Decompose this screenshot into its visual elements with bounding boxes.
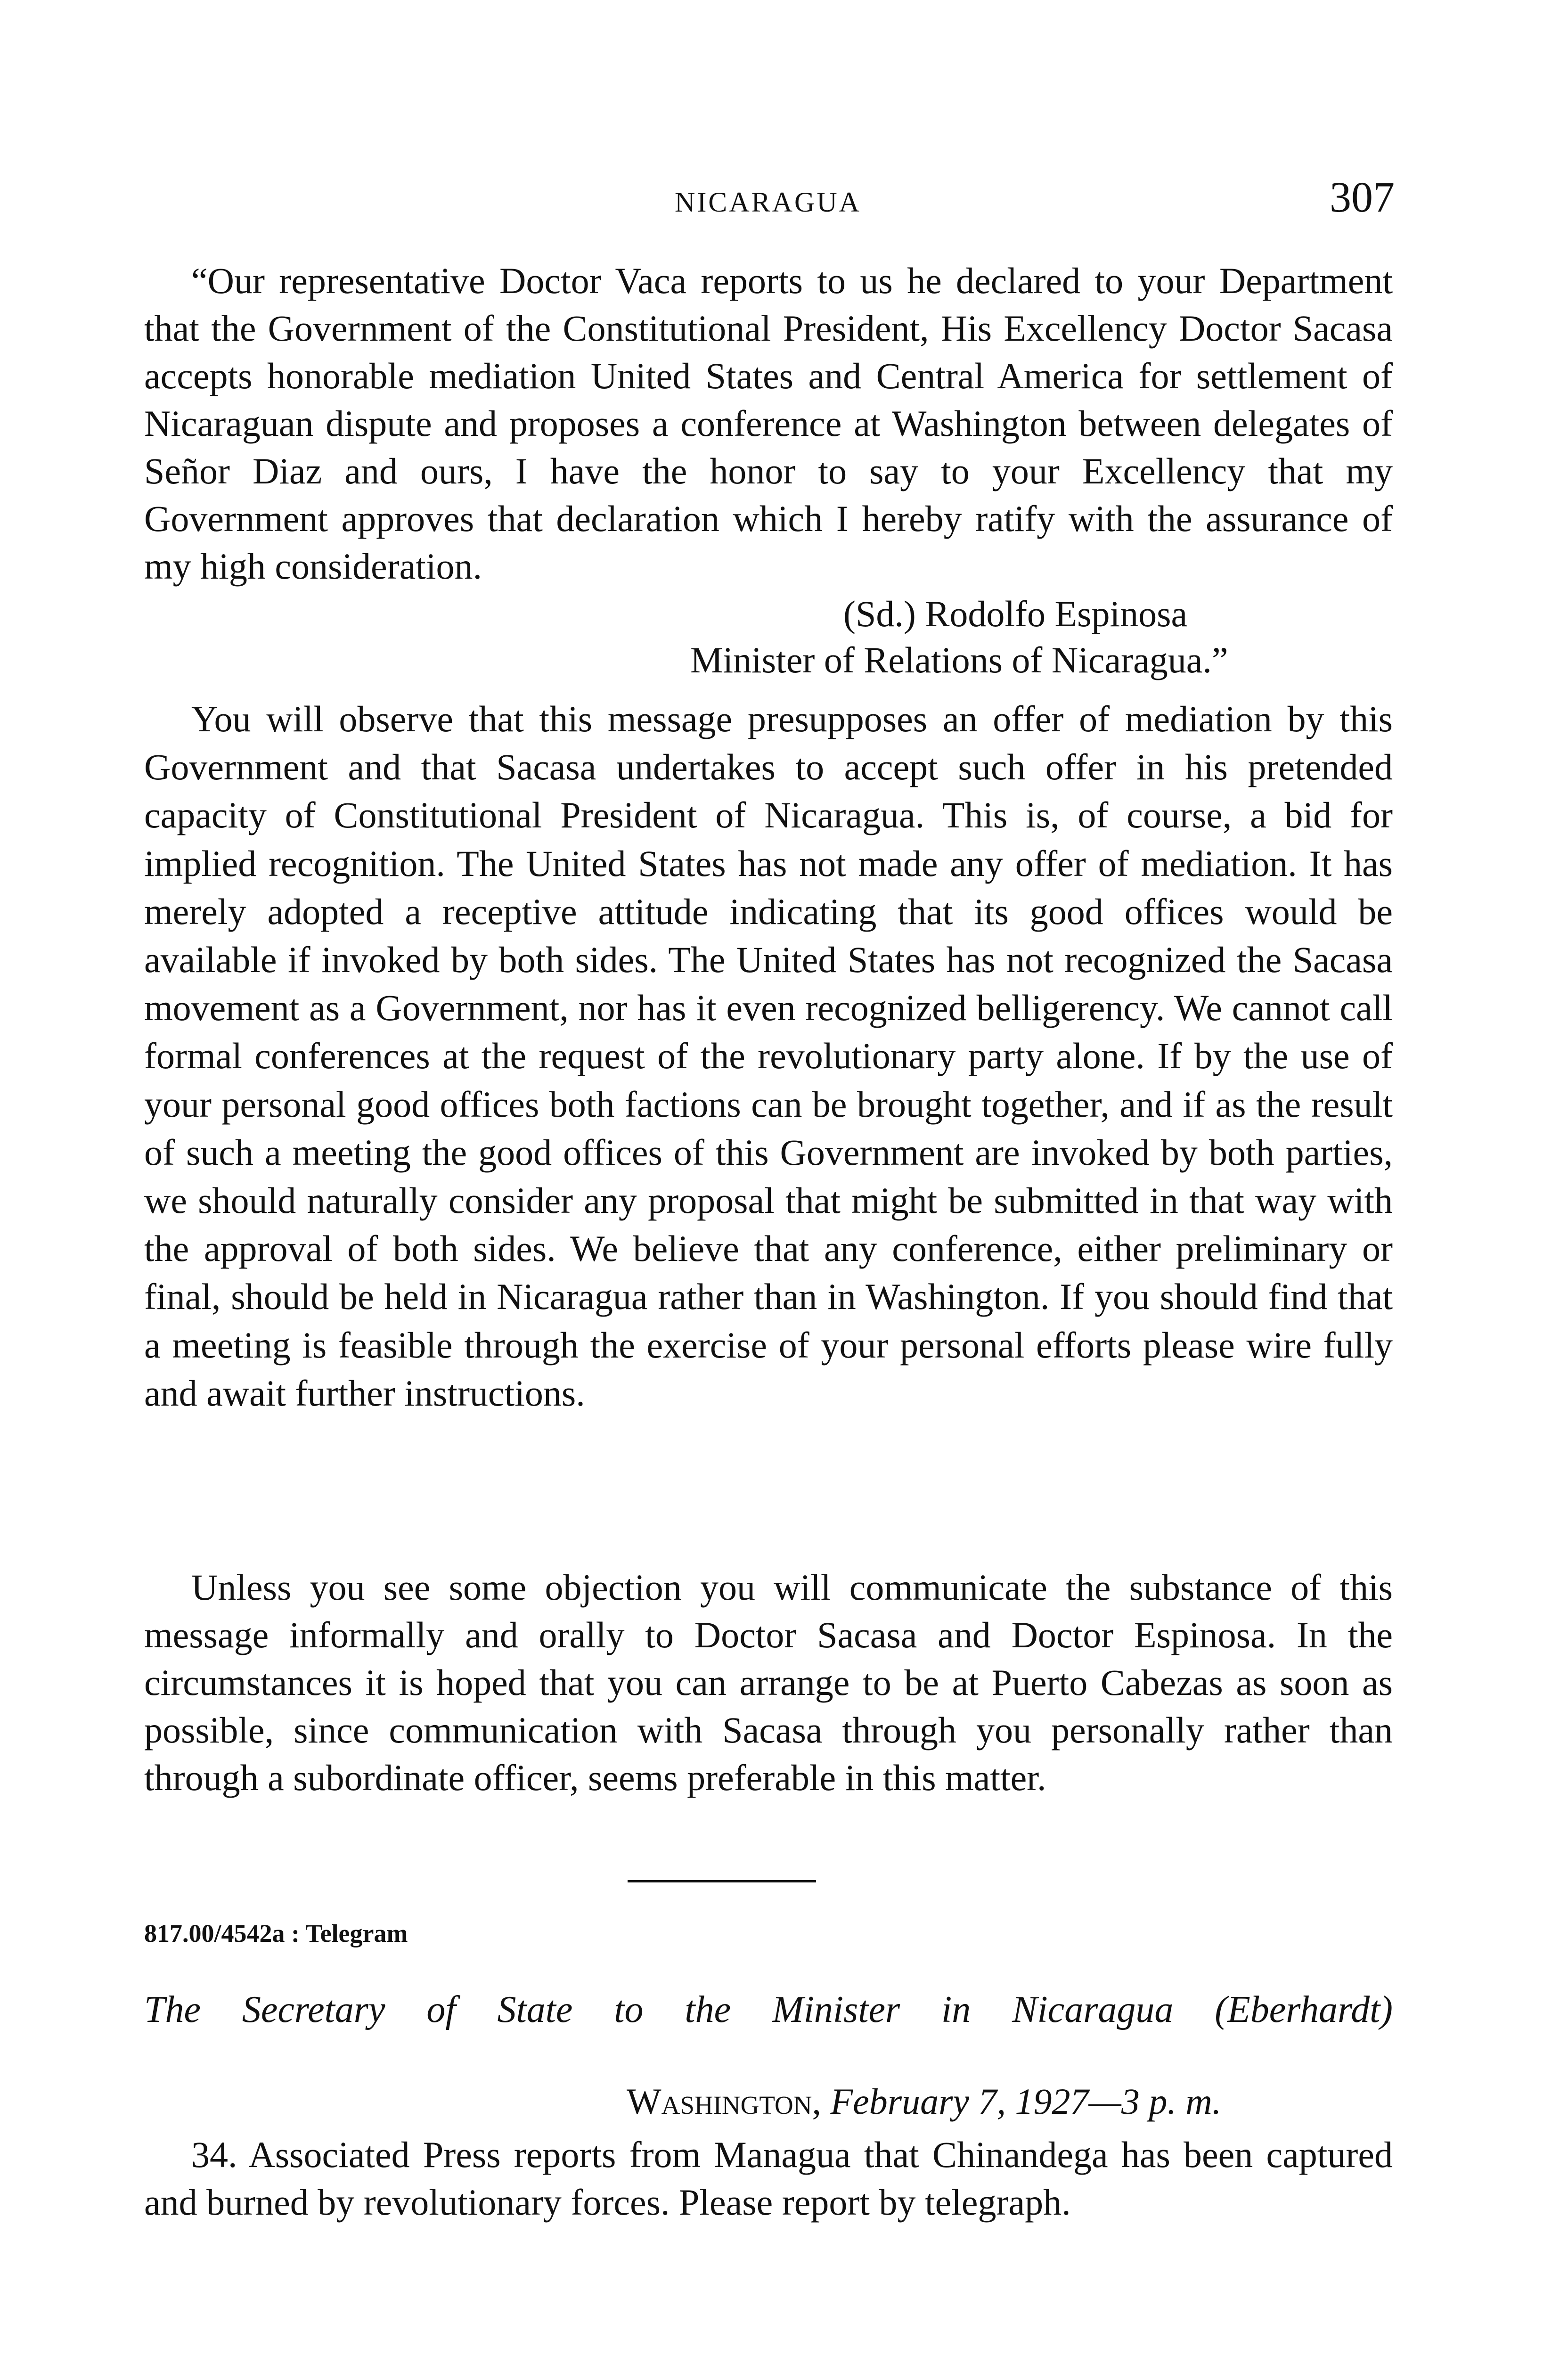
- body-paragraph-2: [144, 1563, 1393, 1801]
- quoted-message-text: “Our representative Doctor Vaca reports to us he declared to your Department that the Government of the Constitutional President, His Excellency Doctor Sacasa accepts honorable mediation United States and Central America for settlement of Nicaraguan dispute and proposes a conference at Washington between delegates of Señor Diaz and ours, I have the honor to say to your Excellency that my Government approves that declaration which I hereby ratify with the assurance of my high consideration.: [144, 260, 1393, 587]
- running-header: [141, 173, 1395, 229]
- document-heading: The Secretary of State to the Minister in Nicaragua (Eberhardt): [144, 1989, 1393, 2030]
- dateline-date: February 7, 1927—3 p. m.: [830, 2081, 1222, 2122]
- page-number: 307: [1330, 173, 1395, 221]
- file-number: 817.00/4542a : Telegram: [144, 1919, 408, 1947]
- paragraph-text: Unless you see some objection you will communicate the substance of this message informally and orally to Doctor Sacasa and Doctor Espinosa. In the circumstances it is hoped that you can arrange to be at Puerto Cabezas as soon as possible, since communication with Sacasa through you personally rather than through a subordinate officer, seems preferable in this matter.: [144, 1567, 1393, 1798]
- paragraph-text: You will observe that this message presupposes an offer of mediation by this Government and that Sacasa undertakes to accept such offer in his pretended capacity of Constitutional President of Nicaragua. This is, of course, a bid for implied recognition. The United States has not made any offer of mediation. It has merely adopted a receptive attitude indicating that its good offices would be available if invoked by both sides. The United States has not recognized the Sacasa movement as a Government, nor has it even recognized belligerency. We cannot call formal conferences at the request of the revolutionary party alone. If by the use of your personal good offices both factions can be brought together, and if as the result of such a meeting the good offices of this Government are invoked by both parties, we should naturally consider any proposal that might be submitted in that way with the approval of both sides. We believe that any conference, either preliminary or final, should be held in Nicaragua rather than in Washington. If you should find that a meeting is feasible through the exercise of your personal efforts please wire fully and await further instructions.: [144, 698, 1393, 1414]
- body-paragraph-1: [144, 695, 1393, 1417]
- section-divider: [628, 1880, 816, 1882]
- running-title: NICARAGUA: [675, 187, 861, 218]
- signature-name: (Sd.) Rodolfo Espinosa: [843, 593, 1188, 634]
- quoted-message: [144, 257, 1393, 590]
- telegram-body: [144, 2131, 1393, 2226]
- dateline-place: Washington,: [627, 2081, 821, 2122]
- dateline: [627, 2080, 1221, 2123]
- telegram-text: 34. Associated Press reports from Managua that Chinandega has been captured and burned by revolutionary forces. Please report by telegraph.: [144, 2134, 1393, 2223]
- signature-title: Minister of Relations of Nicaragua.”: [690, 639, 1228, 680]
